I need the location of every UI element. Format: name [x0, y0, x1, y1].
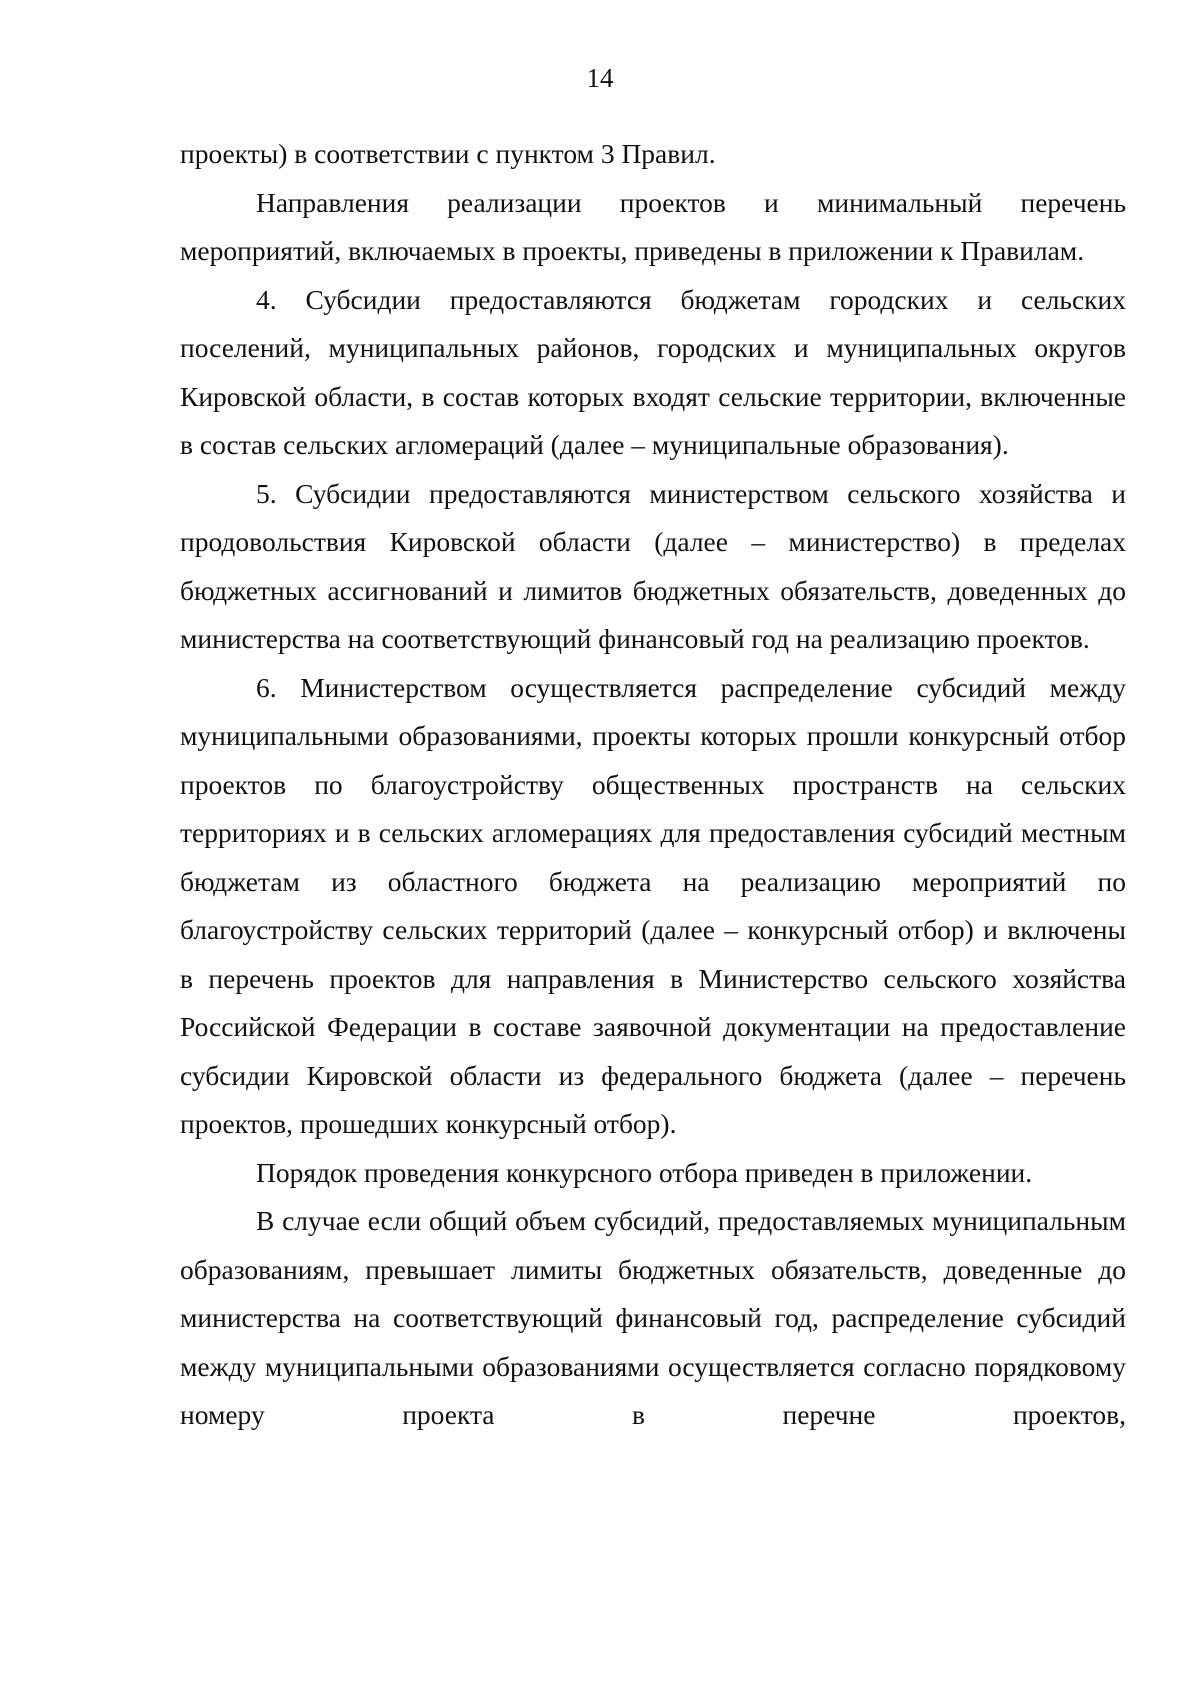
paragraph-4: 5. Субсидии предоставляются министерством сельского хозяйства и продовольствия Кировской области (далее – министерство) в пределах бюджетных ассигнований и лимитов бюджетных обязательств, доведенных до министерства на соответствующий финансовый год на реализацию проектов.: [180, 477, 1126, 654]
paragraph-5: 6. Министерством осуществляется распределение субсидий между муниципальными образованиями, проекты которых прошли конкурсный отбор проектов по благоустройству общественных пространств на сельских территориях и в сельских агломерациях для предоставления субсидий местным бюджетам из областного бюджета на реализацию мероприятий по благоустройству сельских территорий (далее – конкурсный отбор) и включены в перечень проектов для направления в Министерство сельского хозяйства Российской Федерации в составе заявочной документации на предоставление субсидии Кировской области из федерального бюджета (далее – перечень проектов, прошедших конкурсный отбор).: [180, 671, 1126, 1139]
paragraph-1: проекты) в соответствии с пунктом 3 Правил.: [180, 138, 716, 169]
paragraph-3: 4. Субсидии предоставляются бюджетам городских и сельских поселений, муниципальных районов, городских и муниципальных округов Кировской области, в состав которых входят сельские территории, включенные в состав сельских агломераций (далее – муниципальные образования).: [180, 283, 1126, 460]
paragraph-7: В случае если общий объем субсидий, предоставляемых муниципальным образованиям, превышает лимиты бюджетных обязательств, доведенные до министерства на соответствующий финансовый год, распределение субсидий между муниципальными образованиями осуществляется согласно порядковому номеру проекта в перечне проектов,: [180, 1205, 1126, 1430]
paragraph-2: Направления реализации проектов и минимальный перечень мероприятий, включаемых в проекты, приведены в приложении к Правилам.: [180, 186, 1126, 266]
paragraph-6: Порядок проведения конкурсного отбора приведен в приложении.: [256, 1156, 1033, 1188]
page-number: 14: [586, 63, 614, 93]
document-body: [180, 130, 1126, 1440]
